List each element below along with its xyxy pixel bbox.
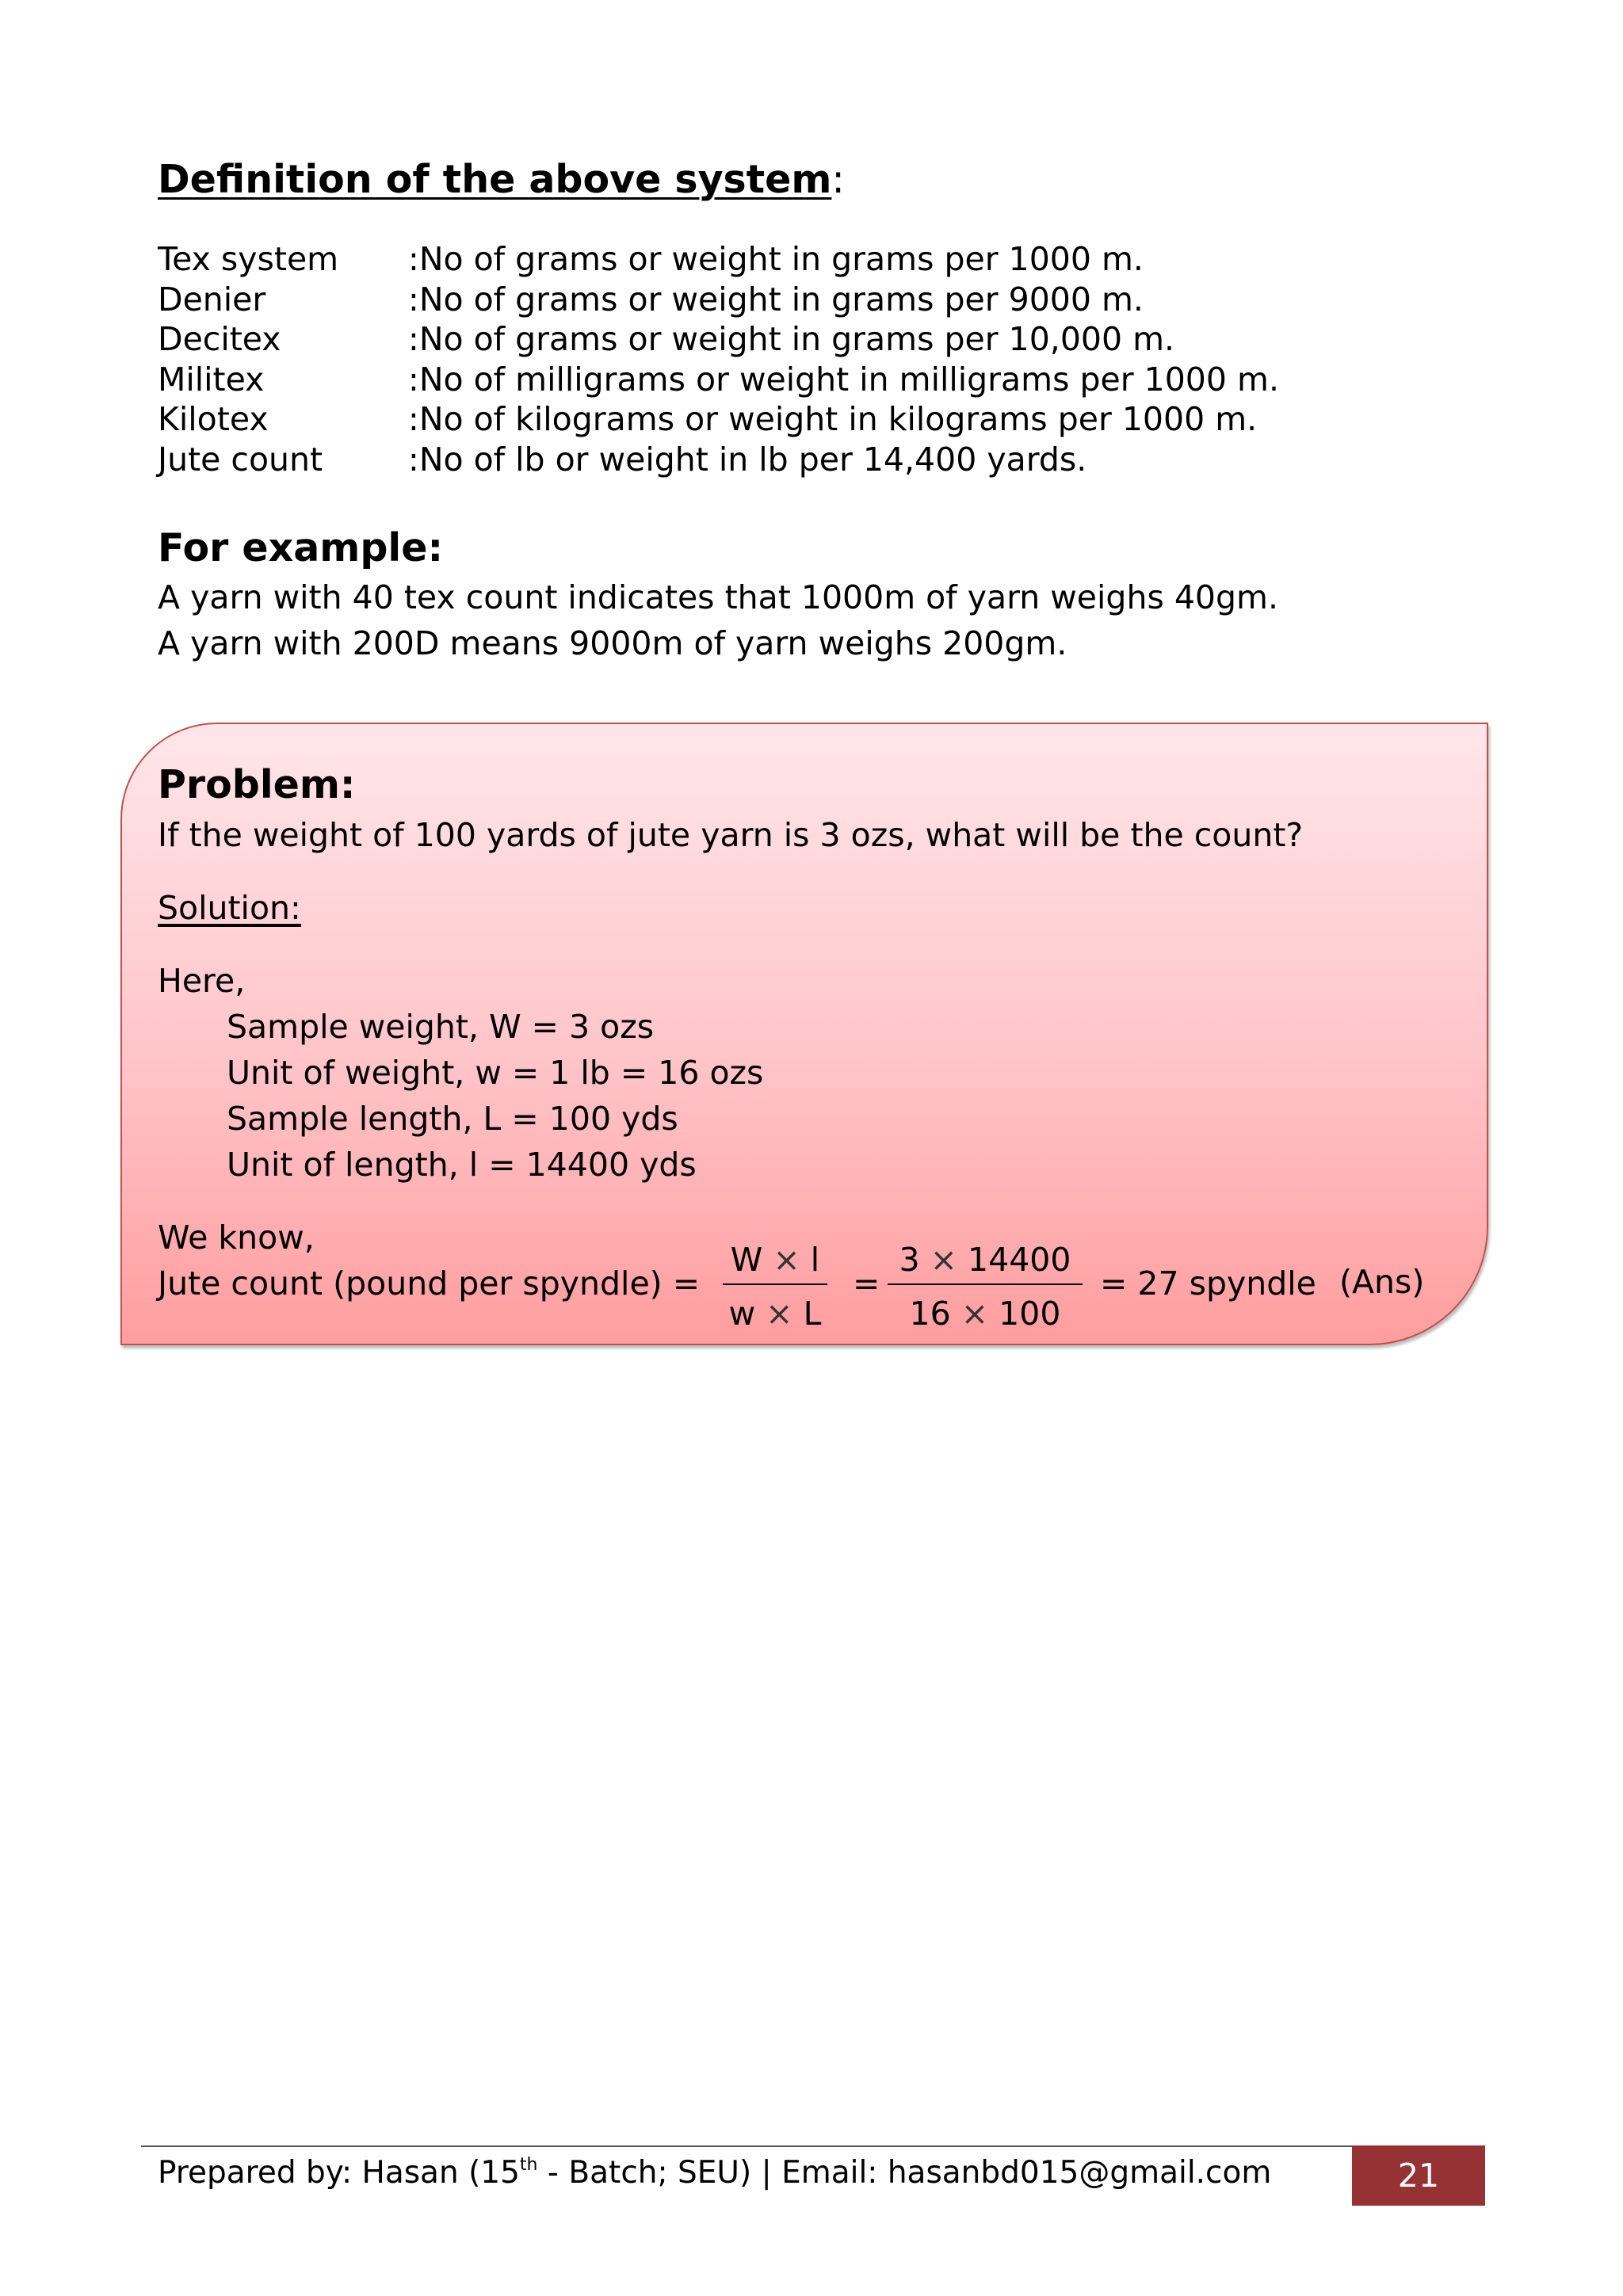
definition-desc: :No of lb or weight in lb per 14,400 yards. — [408, 440, 1087, 479]
footer-suffix: - Batch; SEU) | Email: hasanbd015@gmail.com — [537, 2155, 1272, 2191]
definition-term: Jute count — [158, 440, 323, 479]
section-heading — [158, 157, 845, 202]
given-line: Unit of length, l = 14400 yds — [227, 1146, 697, 1184]
definition-desc: :No of grams or weight in grams per 9000 m. — [408, 280, 1144, 318]
formula-var: W — [730, 1241, 763, 1279]
example-line: A yarn with 200D means 9000m of yarn weighs 200gm. — [158, 624, 1067, 662]
fraction2-numerator — [888, 1241, 1083, 1279]
formula-result: = 27 spyndle — [1100, 1264, 1316, 1302]
definition-term: Tex system — [158, 240, 339, 278]
definition-term: Decitex — [158, 320, 281, 358]
given-line: Unit of weight, w = 1 lb = 16 ozs — [227, 1054, 764, 1092]
formula-var: l — [810, 1241, 820, 1279]
definition-row — [158, 280, 1279, 320]
definition-desc: :No of grams or weight in grams per 10,000 m. — [408, 320, 1175, 358]
formula-var: w — [728, 1295, 756, 1333]
given-line: Sample length, L = 100 yds — [227, 1100, 678, 1138]
footer-prefix: Prepared by: Hasan (15 — [158, 2155, 520, 2191]
definition-row — [158, 239, 1279, 280]
formula-equals: = — [853, 1264, 880, 1302]
formula-number: 100 — [999, 1295, 1061, 1333]
definition-desc: :No of kilograms or weight in kilograms per 1000 m. — [408, 400, 1258, 438]
definition-row — [158, 440, 1279, 480]
formula-number: 16 — [909, 1295, 951, 1333]
formula-lhs: Jute count (pound per spyndle) = — [158, 1264, 701, 1302]
definition-term: Kilotex — [158, 400, 269, 438]
times-symbol: × — [930, 1241, 957, 1279]
definition-row — [158, 399, 1279, 440]
definition-row — [158, 319, 1279, 360]
example-heading: For example: — [158, 525, 444, 570]
answer-label: (Ans) — [1339, 1263, 1425, 1301]
formula-number: 3 — [899, 1241, 920, 1279]
example-line: A yarn with 40 tex count indicates that 1000m of yarn weighs 40gm. — [158, 578, 1278, 616]
definition-desc: :No of milligrams or weight in milligrams per 1000 m. — [408, 360, 1279, 399]
formula-number: 14400 — [968, 1241, 1071, 1279]
times-symbol: × — [960, 1295, 989, 1333]
section-heading-text: Definition of the above system — [158, 157, 832, 202]
footer-superscript: th — [519, 2155, 538, 2175]
page-number: 21 — [1352, 2145, 1485, 2206]
fraction2-denominator — [888, 1295, 1083, 1333]
fraction2-bar — [888, 1283, 1083, 1285]
definition-term: Denier — [158, 280, 266, 318]
definition-desc: :No of grams or weight in grams per 1000 m. — [408, 240, 1144, 278]
solution-label: Solution: — [158, 889, 301, 927]
fraction1-bar — [723, 1283, 827, 1285]
footer-divider — [141, 2145, 1354, 2147]
here-label: Here, — [158, 962, 246, 1000]
section-heading-colon: : — [831, 157, 845, 202]
times-symbol: × — [773, 1241, 800, 1279]
given-line: Sample weight, W = 3 ozs — [227, 1008, 655, 1046]
fraction1-numerator — [723, 1241, 827, 1279]
formula-var: L — [803, 1295, 822, 1333]
we-know-label: We know, — [158, 1219, 315, 1257]
footer-credit — [158, 2155, 1271, 2191]
problem-question: If the weight of 100 yards of jute yarn is 3 ozs, what will be the count? — [158, 816, 1304, 854]
definition-term: Militex — [158, 360, 265, 399]
definitions-list — [158, 239, 1279, 479]
fraction1-denominator — [723, 1295, 827, 1333]
problem-title: Problem: — [158, 762, 356, 807]
times-symbol: × — [766, 1295, 793, 1333]
definition-row — [158, 360, 1279, 400]
